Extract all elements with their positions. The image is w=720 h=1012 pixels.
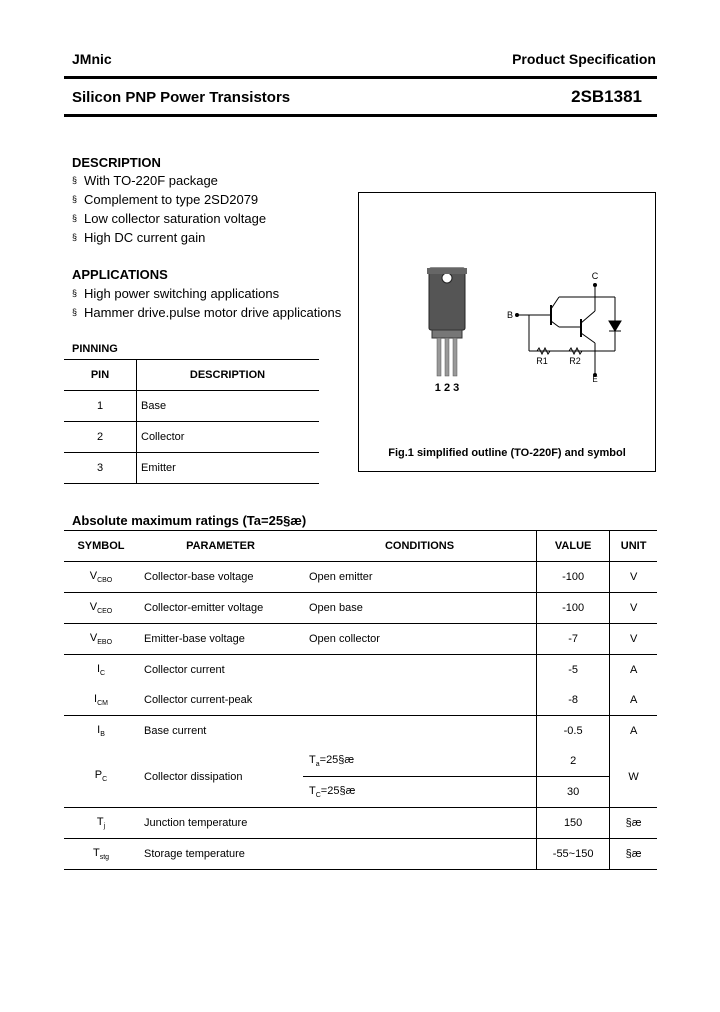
applications-heading: APPLICATIONS (72, 267, 168, 282)
part-number: 2SB1381 (571, 87, 642, 106)
pinning-heading: PINNING (72, 343, 118, 355)
table-row: $V_{CEO}$ Collector-emitter voltage Open base -100 V (64, 593, 657, 624)
doc-type: Product Specification (512, 51, 656, 67)
header-rule (64, 76, 657, 79)
emitter-label: E (592, 375, 598, 384)
r2-label: R2 (569, 356, 581, 366)
table-row: $I_B$ Base current -0.5 A (64, 716, 657, 747)
bullet-glyph: § (72, 194, 78, 204)
table-header-row (64, 531, 657, 562)
product-line-title: Silicon PNP Power Transistors (72, 89, 291, 106)
pin-numbers: 1 2 3 (434, 382, 460, 394)
brand-name: JMnic (72, 51, 112, 67)
bullet-glyph: § (72, 288, 78, 298)
list-item: § High DC current gain (72, 230, 206, 245)
description-heading: DESCRIPTION (72, 155, 161, 170)
figure-box (358, 192, 656, 472)
bullet-glyph: § (72, 307, 78, 317)
table-row: 2 Collector (64, 422, 319, 453)
list-item: § High power switching applications (72, 286, 280, 301)
description-list (72, 171, 266, 247)
table-row: $P_C$ Collector dissipation $T_a=25\S æ$ 2 W (64, 746, 657, 777)
collector-label: C (591, 271, 599, 281)
bullet-glyph: § (72, 232, 78, 242)
table-row: $V_{EBO}$ Emitter-base voltage Open collector -7 V (64, 624, 657, 655)
ratings-table (64, 530, 657, 870)
bullet-glyph: § (72, 175, 78, 185)
bullet-glyph: § (72, 213, 78, 223)
list-item: § Hammer drive.pulse motor drive applications (72, 305, 342, 320)
symbol-col-header: SYMBOL (64, 531, 138, 562)
unit-col-header: UNIT (610, 531, 657, 562)
package-and-symbol-drawing (359, 193, 657, 473)
table-row: $T_C=25\S æ$ 30 (64, 777, 657, 808)
figure-caption: Fig.1 simplified outline (TO-220F) and symbol (388, 447, 626, 459)
description-col-header: DESCRIPTION (137, 360, 320, 391)
pin-col-header: PIN (64, 360, 137, 391)
table-header-row (64, 360, 319, 391)
pinning-table (64, 359, 319, 484)
list-item: § With TO-220F package (72, 173, 218, 188)
ratings-heading: Absolute maximum ratings (Ta=25§æ) (72, 513, 307, 528)
list-item: § Complement to type 2SD2079 (72, 192, 259, 207)
r1-label: R1 (536, 356, 548, 366)
value-col-header: VALUE (537, 531, 610, 562)
table-row: $T_{stg}$ Storage temperature -55~150 §æ (64, 839, 657, 870)
table-row: 1 Base (64, 391, 319, 422)
conditions-col-header: CONDITIONS (303, 531, 537, 562)
to220f-package-icon (427, 268, 467, 376)
table-row: $I_{CM}$ Collector current-peak -8 A (64, 685, 657, 716)
table-row: 3 Emitter (64, 453, 319, 484)
table-row: $I_C$ Collector current -5 A (64, 655, 657, 686)
base-label: B (506, 310, 514, 320)
title-rule (64, 114, 657, 117)
parameter-col-header: PARAMETER (138, 531, 303, 562)
list-item: § Low collector saturation voltage (72, 211, 267, 226)
applications-list (72, 284, 341, 322)
table-row: $T_j$ Junction temperature 150 §æ (64, 808, 657, 839)
table-row: $V_{CBO}$ Collector-base voltage Open emitter -100 V (64, 562, 657, 593)
